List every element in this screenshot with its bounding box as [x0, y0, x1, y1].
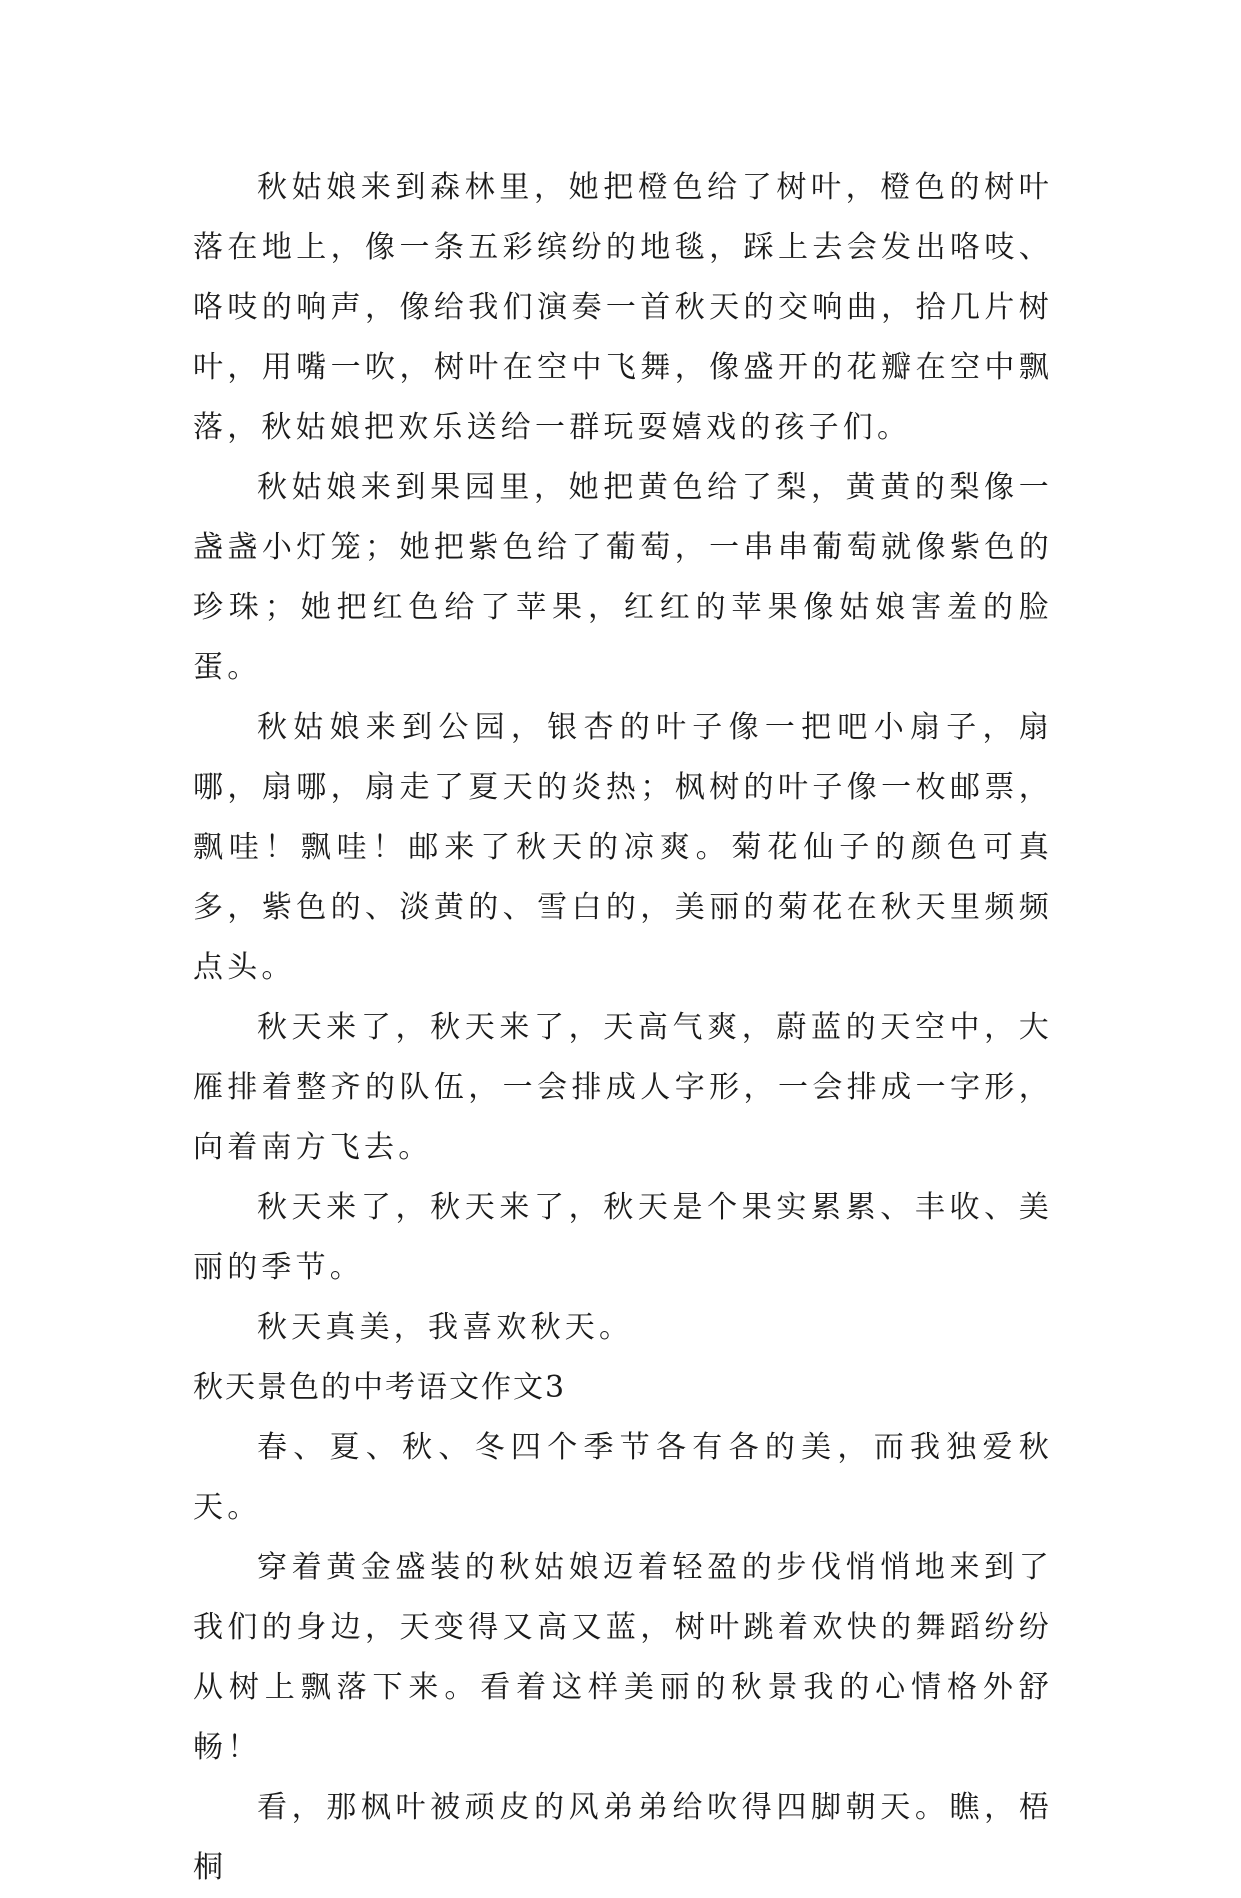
paragraph-maple-leaves: 看，那枫叶被顽皮的风弟弟给吹得四脚朝天。瞧，梧桐	[193, 1790, 1053, 1885]
paragraph-park: 秋姑娘来到公园，银杏的叶子像一把吧小扇子，扇哪，扇哪，扇走了夏天的炎热；枫树的叶子像一枚邮票，飘哇！飘哇！邮来了秋天的凉爽。菊花仙子的颜色可真多，紫色的、淡黄的、雪白的，美丽的菊花在秋天里频频点头。	[193, 710, 1053, 985]
paragraph-four-seasons: 春、夏、秋、冬四个季节各有各的美，而我独爱秋天。	[193, 1430, 1053, 1525]
document-body	[193, 158, 1053, 1898]
section-title: 秋天景色的中考语文作文3	[193, 1370, 567, 1405]
paragraph-autumn-arrives: 穿着黄金盛装的秋姑娘迈着轻盈的步伐悄悄地来到了我们的身边，天变得又高又蓝，树叶跳着欢快的舞蹈纷纷从树上飘落下来。看着这样美丽的秋景我的心情格外舒畅！	[193, 1550, 1053, 1765]
paragraph-geese: 秋天来了，秋天来了，天高气爽，蔚蓝的天空中，大雁排着整齐的队伍，一会排成人字形，一会排成一字形，向着南方飞去。	[193, 1010, 1053, 1165]
paragraph-conclusion: 秋天真美，我喜欢秋天。	[257, 1310, 634, 1345]
paragraph-harvest: 秋天来了，秋天来了，秋天是个果实累累、丰收、美丽的季节。	[193, 1190, 1053, 1285]
paragraph-orchard: 秋姑娘来到果园里，她把黄色给了梨，黄黄的梨像一盏盏小灯笼；她把紫色给了葡萄，一串串葡萄就像紫色的珍珠；她把红色给了苹果，红红的苹果像姑娘害羞的脸蛋。	[193, 470, 1053, 685]
paragraph-forest: 秋姑娘来到森林里，她把橙色给了树叶，橙色的树叶落在地上，像一条五彩缤纷的地毯，踩上去会发出咯吱、咯吱的响声，像给我们演奏一首秋天的交响曲，拾几片树叶，用嘴一吹，树叶在空中飞舞，像盛开的花瓣在空中飘落，秋姑娘把欢乐送给一群玩耍嬉戏的孩子们。	[193, 170, 1053, 445]
